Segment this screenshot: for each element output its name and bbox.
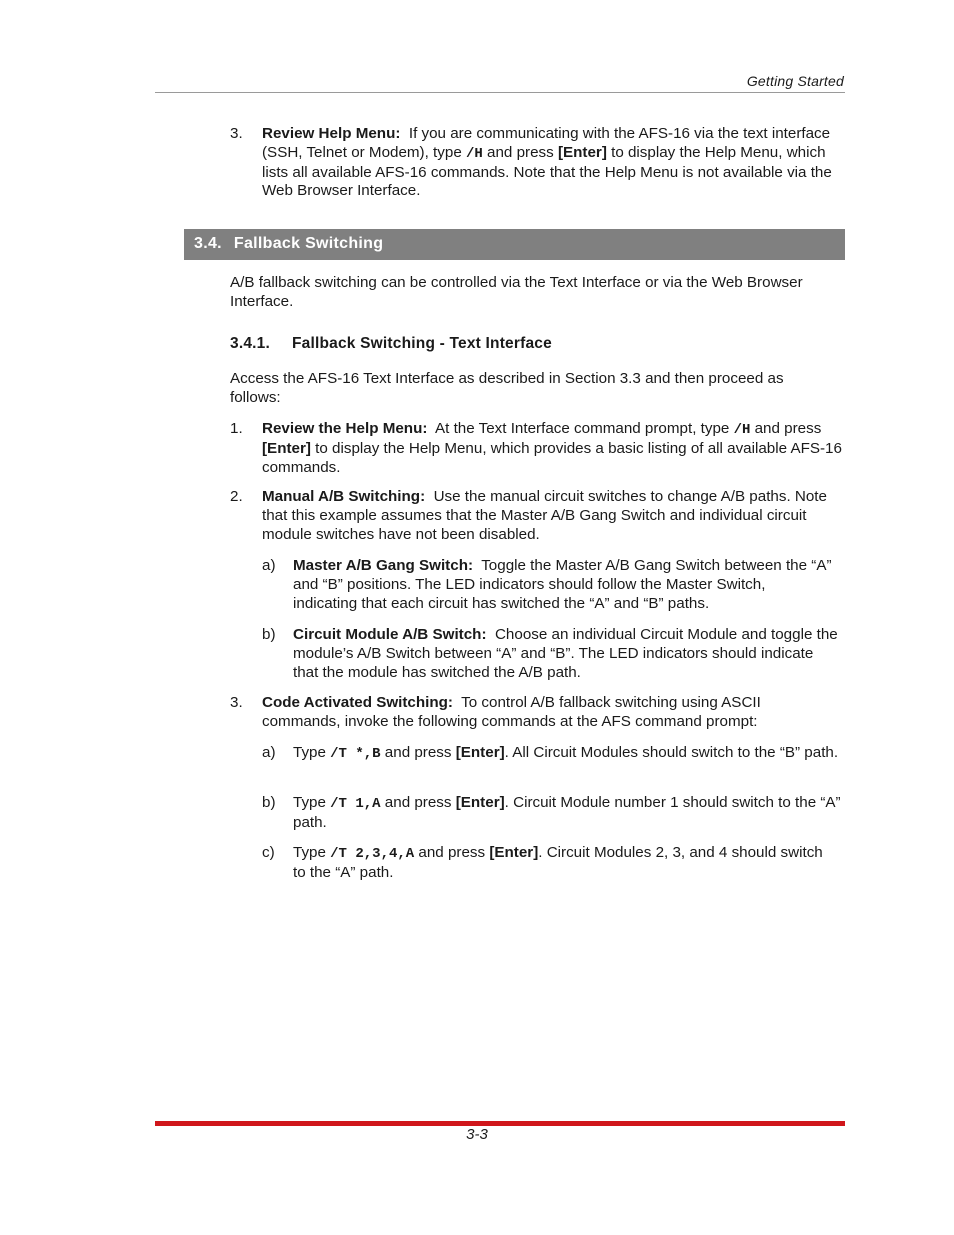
item-heading: Review Help Menu: (262, 125, 401, 142)
step-heading: Code Activated Switching: (262, 694, 453, 711)
step1-paragraph (262, 420, 845, 477)
substep-label: b) (262, 794, 276, 811)
header-rule (155, 92, 845, 93)
substep-text: . All Circuit Modules should switch to the “B” path. (504, 744, 839, 761)
substep-text: and press (380, 744, 456, 761)
command-code: /T *,B (330, 746, 381, 762)
step-text: and press (750, 420, 822, 437)
item-text: and press (482, 143, 558, 161)
item-number: 3. (230, 125, 243, 142)
enter-key: [Enter] (557, 143, 607, 161)
page-number: 3-3 (466, 1126, 488, 1143)
step-heading: Manual A/B Switching: (262, 488, 426, 505)
step-number: 3. (230, 694, 243, 711)
substep-text: and press (414, 844, 490, 861)
substep-text: . Circuit Modules 2, 3, and 4 should switch to the “A” path. (293, 844, 823, 881)
step2-paragraph (262, 488, 832, 544)
substep-label: b) (262, 626, 276, 643)
section-intro: A/B fallback switching can be controlled via the Text Interface or via the Web Browser Interface. (230, 274, 803, 310)
step-number: 2. (230, 488, 243, 505)
step-text: to display the Help Menu, which provides a basic listing of all available AFS-16 commands. (262, 439, 842, 476)
substep-label: a) (262, 744, 276, 761)
subsection-intro: Access the AFS-16 Text Interface as described in Section 3.3 and then proceed as follows: (230, 370, 784, 406)
step3b-paragraph (293, 794, 849, 833)
substep-text: and press (380, 794, 456, 811)
step-heading: Review the Help Menu: (262, 420, 428, 437)
substep-label: a) (262, 557, 276, 574)
substep-label: c) (262, 844, 275, 861)
enter-key: [Enter] (455, 744, 505, 761)
step-text: To control A/B fallback switching using ASCII commands, invoke the following commands at the AFS command prompt: (262, 694, 761, 730)
step3a-paragraph (293, 744, 845, 764)
step-number: 1. (230, 420, 243, 437)
substep-text: Type (293, 794, 331, 811)
step-text: At the Text Interface command prompt, type (435, 420, 734, 437)
substep-text: Type (293, 744, 331, 761)
section-number: 3.4. (194, 235, 222, 252)
command-code: /T 1,A (330, 796, 381, 812)
subsection-title (230, 335, 552, 353)
substep-text: Choose an individual Circuit Module and toggle the module’s A/B Switch between “A” and “B”. The LED indicators should indicate that the module has switched the A/B path. (293, 626, 838, 681)
review-help-menu-paragraph (262, 125, 845, 201)
subsection-title-text: Fallback Switching - Text Interface (291, 335, 552, 352)
substep-text: Toggle the Master A/B Gang Switch between the “A” and “B” positions. The LED indicators should follow the Master Switch, indicating that each circuit has switched the “A” and “B” paths. (293, 557, 832, 612)
substep-heading: Master A/B Gang Switch: (293, 557, 474, 574)
running-header: Getting Started (746, 73, 844, 89)
enter-key: [Enter] (455, 794, 505, 811)
enter-key: [Enter] (262, 439, 311, 457)
step3c-paragraph (293, 844, 833, 883)
section-header-bar (184, 229, 845, 260)
command-code: /H (465, 145, 483, 162)
command-code: /H (733, 422, 751, 438)
enter-key: [Enter] (489, 844, 539, 861)
substep-text: Type (293, 844, 331, 861)
subsection-number: 3.4.1. (230, 335, 270, 352)
step3-paragraph (262, 694, 802, 732)
substep-text: . Circuit Module number 1 should switch to the “A” path. (293, 794, 841, 831)
step2a-paragraph (293, 557, 833, 613)
item-text: to display the Help Menu, which lists all available AFS-16 commands. Note that the Help Menu is not available via the Web Browser Interface. (262, 143, 832, 200)
substep-heading: Circuit Module A/B Switch: (293, 626, 487, 643)
command-code: /T 2,3,4,A (330, 846, 415, 862)
section-title (194, 235, 383, 253)
section-title-text: Fallback Switching (233, 235, 384, 252)
step-text: Use the manual circuit switches to change A/B paths. Note that this example assumes that the Master A/B Gang Switch and individual circuit module switches have not been disabled. (262, 488, 827, 543)
step2b-paragraph (293, 626, 838, 682)
item-text: If you are communicating with the AFS-16 via the text interface (SSH, Telnet or Modem), type (262, 125, 831, 161)
